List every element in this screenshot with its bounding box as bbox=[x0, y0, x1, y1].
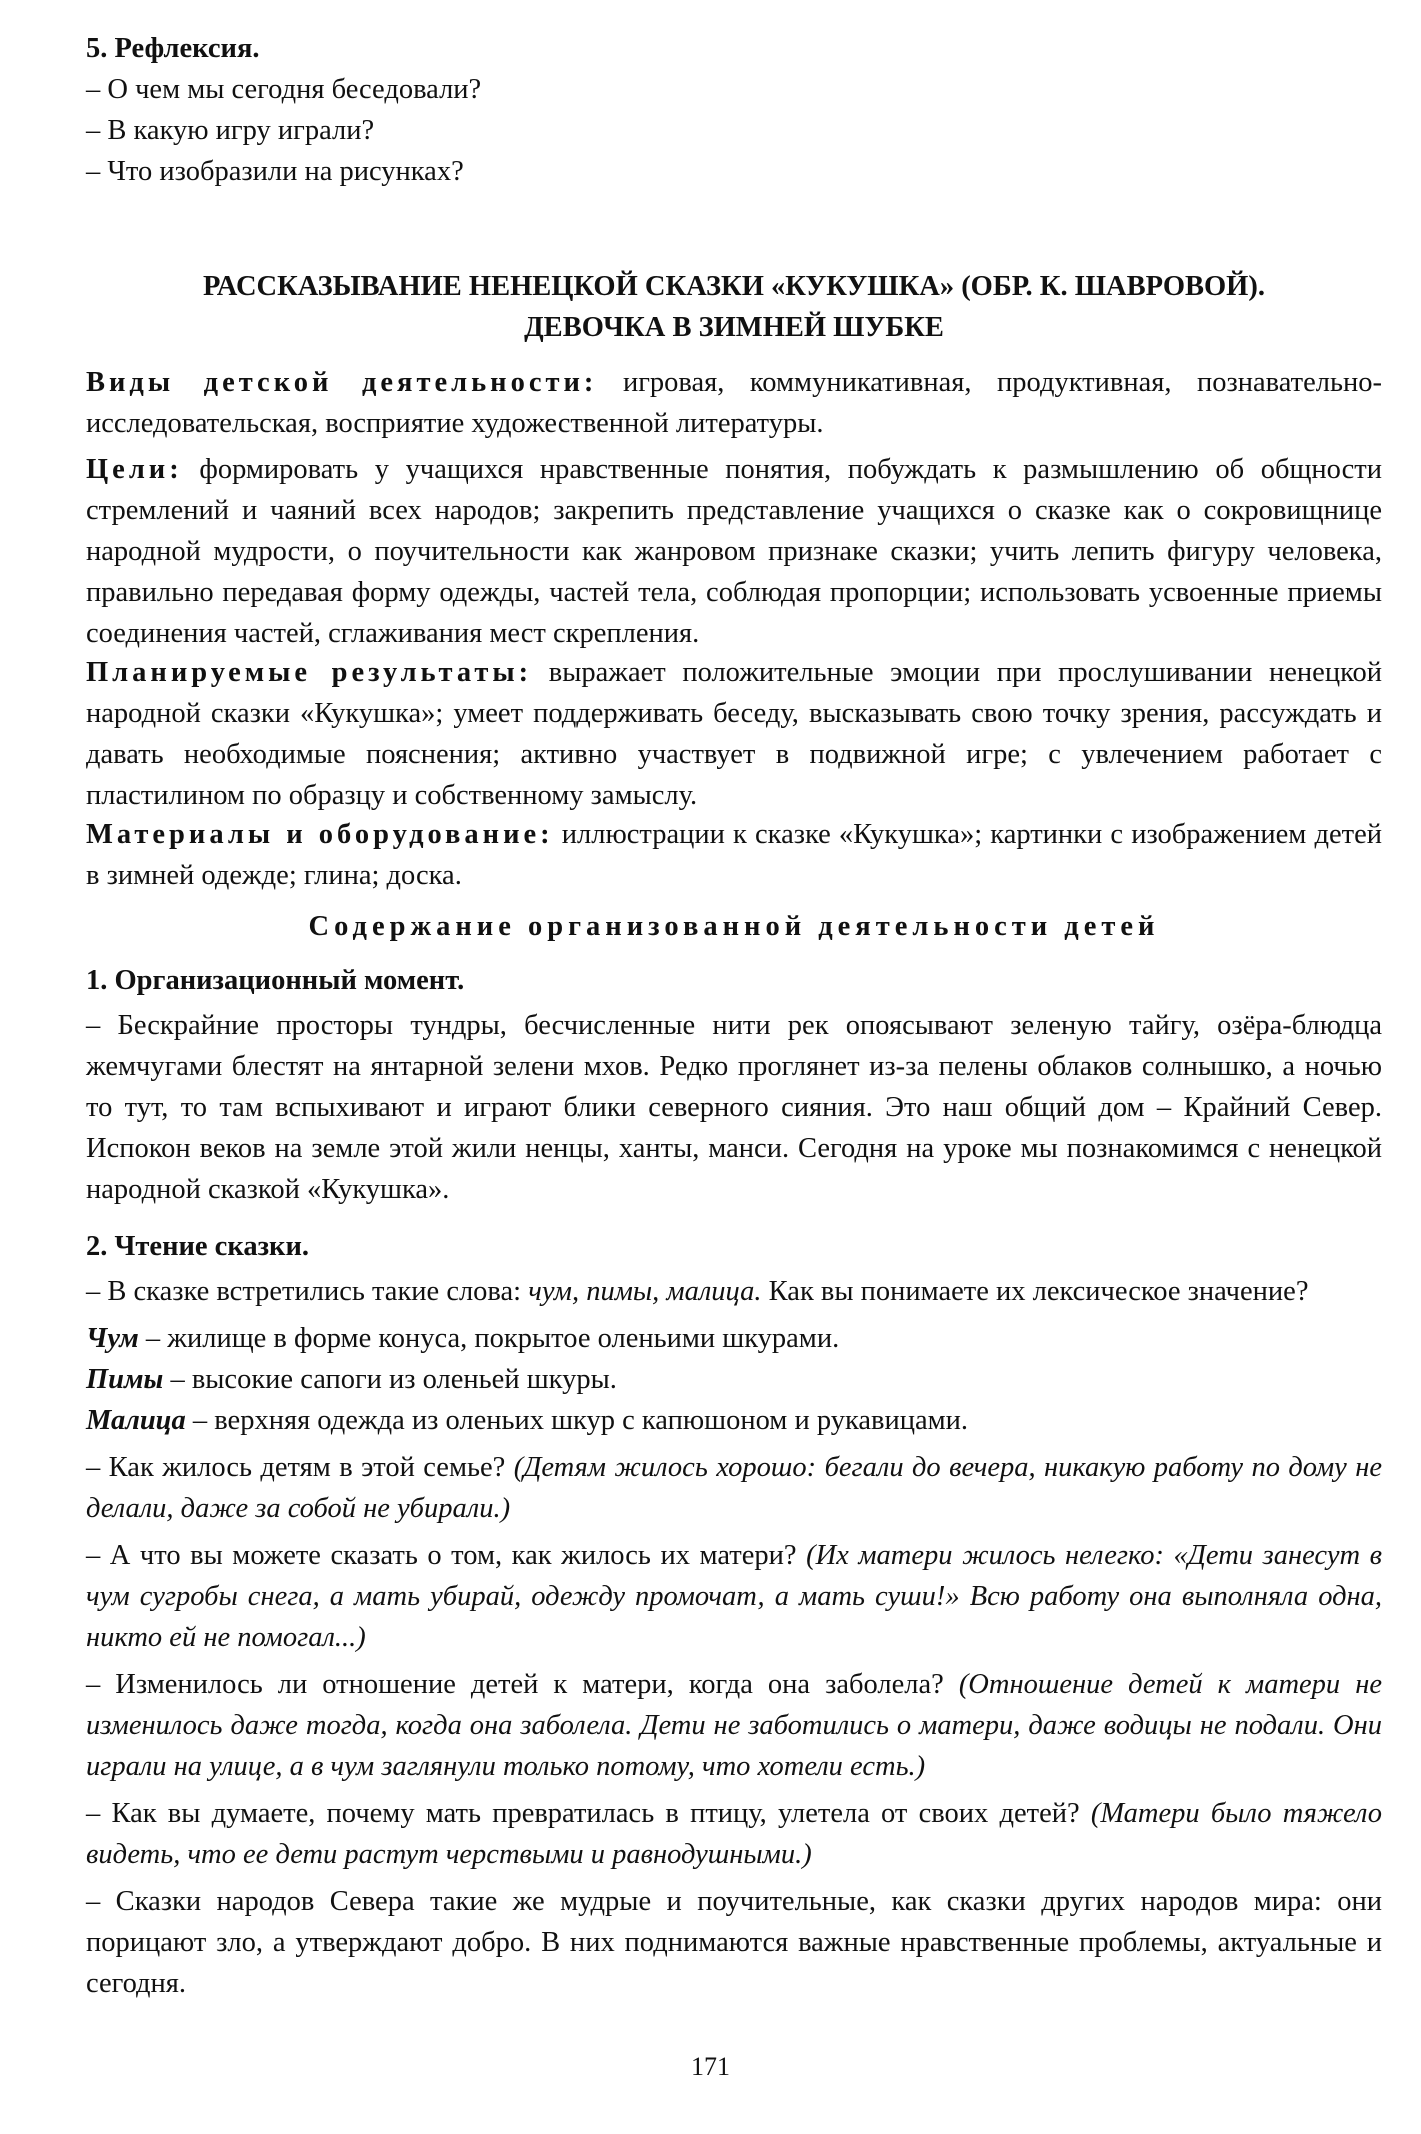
definition-term: Чум bbox=[86, 1323, 139, 1354]
section1-text: – Бескрайние просторы тундры, бесчисленные нити рек опоясывают зеленую тайгу, озёра-блюдца жемчугами блестят на янтарной зелени мхов. Редко проглянет из-за пелены облаков солнышко, а ночью то тут, то там вспыхивают и играют блики северного сияния. Это наш общий дом – Крайний Север. Испокон веков на земле этой жили ненцы, ханты, манси. Сегодня на уроке мы познакомимся с ненецкой народной сказкой «Кукушка». bbox=[86, 1010, 1382, 1205]
reflection-heading: 5. Рефлексия. bbox=[86, 33, 260, 64]
materials-label: Материалы и оборудование: bbox=[86, 819, 554, 850]
answer-text: (Их матери жилось нелегко: «Дети занесут в чум сугробы снега, а мать убирай, одежду промочат, а мать суши!» Всю работу она выполняла одна, никто ей не помогал...) bbox=[86, 1540, 1382, 1653]
content-heading-block bbox=[86, 906, 1382, 947]
definition-text: – высокие сапоги из оленьей шкуры. bbox=[163, 1364, 617, 1395]
activities-text: игровая, коммуникативная, продуктивная, познавательно-исследовательская, восприятие художественной литературы. bbox=[86, 367, 1382, 439]
results-label: Планируемые результаты: bbox=[86, 657, 533, 688]
definition-term: Малица bbox=[86, 1405, 186, 1436]
content-heading: Содержание организованной деятельности детей bbox=[308, 911, 1160, 942]
qa-item bbox=[86, 1535, 1382, 1658]
activities-paragraph bbox=[86, 362, 1382, 444]
definition-term: Пимы bbox=[86, 1364, 164, 1395]
activities-label: Виды детской деятельности: bbox=[86, 367, 598, 398]
definition-item bbox=[86, 1400, 1382, 1441]
section-reading bbox=[86, 1226, 1382, 2004]
page-number: 171 bbox=[691, 2052, 730, 2081]
materials-paragraph bbox=[86, 814, 1382, 896]
reflection-question: – Что изобразили на рисунках? bbox=[86, 156, 464, 187]
lesson-title-line2: ДЕВОЧКА В ЗИМНЕЙ ШУБКЕ bbox=[524, 312, 944, 343]
qa-item bbox=[86, 1664, 1382, 1787]
section2-heading: 2. Чтение сказки. bbox=[86, 1231, 309, 1262]
answer-text: (Детям жилось хорошо: бегали до вечера, никакую работу по дому не делали, даже за собой не убирали.) bbox=[86, 1452, 1382, 1524]
section-organizational bbox=[86, 960, 1382, 1210]
lesson-title-line1: РАССКАЗЫВАНИЕ НЕНЕЦКОЙ СКАЗКИ «КУКУШКА» (ОБР. К. ШАВРОВОЙ). bbox=[203, 271, 1265, 302]
section2-intro-words: чум, пимы, малица. bbox=[528, 1276, 762, 1307]
reflection-section bbox=[86, 28, 1382, 192]
answer-text: (Отношение детей к матери не изменилось даже тогда, когда она заболела. Дети не заботились о матери, даже водицы не подали. Они играли на улице, а в чум заглянули только потому, что хотели есть.) bbox=[86, 1669, 1382, 1782]
section2-intro bbox=[86, 1271, 1382, 1312]
question-text: – Как вы думаете, почему мать превратилась в птицу, улетела от своих детей? bbox=[86, 1798, 1091, 1829]
reflection-question: – В какую игру играли? bbox=[86, 115, 375, 146]
results-text: выражает положительные эмоции при прослушивании ненецкой народной сказки «Кукушка»; умеет поддерживать беседу, высказывать свою точку зрения, рассуждать и давать необходимые пояснения; активно участвует в подвижной игре; с увлечением работает с пластилином по образцу и собственному замыслу. bbox=[86, 657, 1382, 811]
question-text: – Изменилось ли отношение детей к матери, когда она заболела? bbox=[86, 1669, 959, 1700]
definition-text: – жилище в форме конуса, покрытое оленьими шкурами. bbox=[138, 1323, 840, 1354]
question-text: – Как жилось детям в этой семье? bbox=[86, 1452, 514, 1483]
question-text: – А что вы можете сказать о том, как жилось их матери? bbox=[86, 1540, 807, 1571]
qa-item bbox=[86, 1447, 1382, 1529]
answer-text: (Матери было тяжело видеть, что ее дети растут черствыми и равнодушными.) bbox=[86, 1798, 1382, 1870]
qa-item bbox=[86, 1793, 1382, 1875]
results-paragraph bbox=[86, 652, 1382, 816]
materials-text: иллюстрации к сказке «Кукушка»; картинки с изображением детей в зимней одежде; глина; доска. bbox=[86, 819, 1382, 891]
definition-text: – верхняя одежда из оленьих шкур с капюшоном и рукавицами. bbox=[185, 1405, 969, 1436]
lesson-title bbox=[86, 266, 1382, 348]
goals-text: формировать у учащихся нравственные понятия, побуждать к размышлению об общности стремлений и чаяний всех народов; закрепить представление учащихся о сказке как о сокровищнице народной мудрости, о поучительности как жанровом признаке сказки; учить лепить фигуру человека, правильно передавая форму одежды, частей тела, соблюдая пропорции; использовать усвоенные приемы соединения частей, сглаживания мест скрепления. bbox=[86, 454, 1382, 649]
definitions-list bbox=[86, 1318, 1382, 1441]
qa-list bbox=[86, 1447, 1382, 1875]
section2-intro-a: – В сказке встретились такие слова: bbox=[86, 1276, 529, 1307]
reflection-question: – О чем мы сегодня беседовали? bbox=[86, 74, 482, 105]
definition-item bbox=[86, 1318, 1382, 1359]
definition-item bbox=[86, 1359, 1382, 1400]
goals-label: Цели: bbox=[86, 454, 183, 485]
goals-paragraph bbox=[86, 449, 1382, 654]
section1-heading: 1. Организационный момент. bbox=[86, 965, 465, 996]
section2-closing: – Сказки народов Севера такие же мудрые и поучительные, как сказки других народов мира: они порицают зло, а утверждают добро. В них поднимаются важные нравственные проблемы, актуальные и сегодня. bbox=[86, 1886, 1382, 1999]
section2-intro-b: Как вы понимаете их лексическое значение? bbox=[761, 1276, 1309, 1307]
